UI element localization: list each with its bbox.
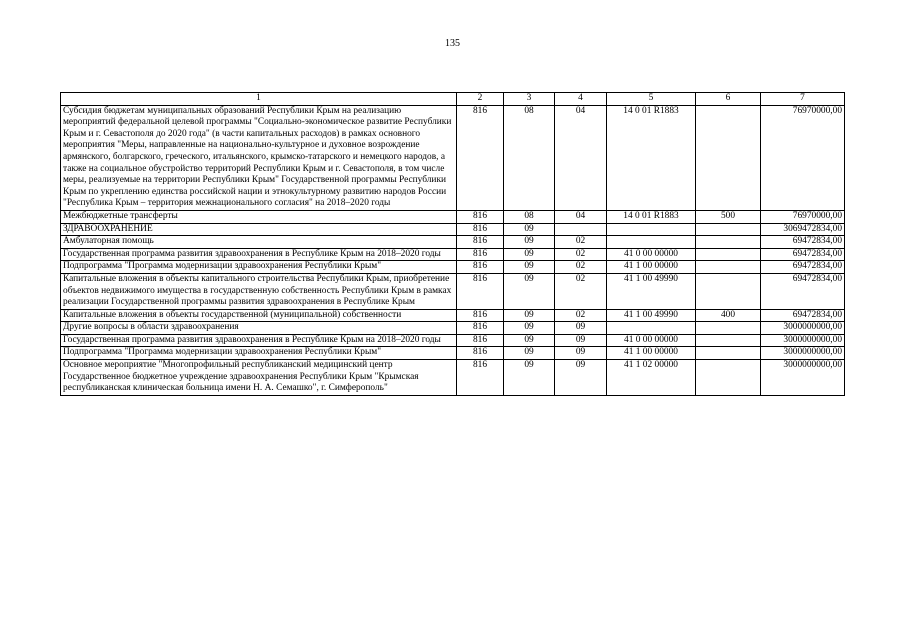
table-row [61, 360, 845, 396]
row-pr: 09 [555, 360, 607, 396]
row-amount: 3069472834,00 [761, 223, 845, 236]
row-vr: 500 [696, 210, 761, 223]
row-ved: 816 [457, 248, 504, 261]
column-header-4: 4 [555, 93, 607, 106]
row-name: Подпрограмма "Программа модернизации здравоохранения Республики Крым" [61, 347, 457, 360]
row-csr: 41 1 00 49990 [607, 273, 696, 309]
table-row [61, 309, 845, 322]
table-row [61, 105, 845, 210]
row-ved: 816 [457, 236, 504, 249]
row-pr: 04 [555, 210, 607, 223]
row-name: Капитальные вложения в объекты государственной (муниципальной) собственности [61, 309, 457, 322]
table-row [61, 334, 845, 347]
row-pr: 02 [555, 261, 607, 274]
row-vr [696, 236, 761, 249]
row-amount: 69472834,00 [761, 248, 845, 261]
row-csr: 14 0 01 R1883 [607, 210, 696, 223]
table-row [61, 261, 845, 274]
table-row [61, 223, 845, 236]
page-number: 135 [445, 38, 460, 49]
row-amount: 3000000000,00 [761, 334, 845, 347]
row-pr: 09 [555, 347, 607, 360]
row-amount: 3000000000,00 [761, 322, 845, 335]
row-csr: 41 1 00 00000 [607, 261, 696, 274]
table-row [61, 210, 845, 223]
row-pr: 02 [555, 236, 607, 249]
row-rz: 09 [504, 334, 555, 347]
row-ved: 816 [457, 105, 504, 210]
row-pr: 09 [555, 334, 607, 347]
row-rz: 09 [504, 261, 555, 274]
row-csr [607, 322, 696, 335]
column-header-2: 2 [457, 93, 504, 106]
row-vr [696, 248, 761, 261]
row-vr [696, 105, 761, 210]
row-csr: 41 0 00 00000 [607, 334, 696, 347]
row-pr: 09 [555, 322, 607, 335]
table-row [61, 347, 845, 360]
row-name: Субсидия бюджетам муниципальных образований Республики Крым на реализацию мероприятий федеральной целевой программы "Социально-экономическое развитие Республики Крым и г. Севастополя до 2020 года" (в части капитальных расходов) в рамках основного мероприятия "Меры, направленные на национально-культурное и духовное возрождение армянского, болгарского, греческого, итальянского, крымско-татарского и немецкого народов, а также на социальное обустройство территорий Республики Крым и г. Севастополя, в том числе меры, реализуемые на территории Республики Крым" Государственной программы Республики Крым по укреплению единства российской нации и этнокультурному развитию народов России "Республика Крым – территория межнационального согласия" на 2018–2020 годы [61, 105, 457, 210]
row-csr [607, 236, 696, 249]
row-amount: 69472834,00 [761, 261, 845, 274]
row-name: Межбюджетные трансферты [61, 210, 457, 223]
row-ved: 816 [457, 261, 504, 274]
row-csr [607, 223, 696, 236]
row-pr: 02 [555, 273, 607, 309]
row-csr: 41 1 00 00000 [607, 347, 696, 360]
row-amount: 3000000000,00 [761, 360, 845, 396]
row-amount: 3000000000,00 [761, 347, 845, 360]
row-name: Основное мероприятие "Многопрофильный республиканский медицинский центр Государственное бюджетное учреждение здравоохранения Республики Крым "Крымская республиканская клиническая больница имени Н. А. Семашко", г. Симферополь" [61, 360, 457, 396]
row-vr [696, 360, 761, 396]
row-csr: 41 1 02 00000 [607, 360, 696, 396]
row-vr [696, 223, 761, 236]
table-row [61, 236, 845, 249]
row-name: Капитальные вложения в объекты капитального строительства Республики Крым, приобретение объектов недвижимого имущества в государственную собственность Республики Крым в рамках реализации Государственной программы развития здравоохранения в Республике Крым [61, 273, 457, 309]
row-ved: 816 [457, 322, 504, 335]
row-rz: 08 [504, 105, 555, 210]
row-ved: 816 [457, 334, 504, 347]
row-pr [555, 223, 607, 236]
row-amount: 69472834,00 [761, 236, 845, 249]
row-name: Государственная программа развития здравоохранения в Республике Крым на 2018–2020 годы [61, 334, 457, 347]
row-ved: 816 [457, 273, 504, 309]
column-header-7: 7 [761, 93, 845, 106]
row-rz: 08 [504, 210, 555, 223]
row-rz: 09 [504, 273, 555, 309]
row-rz: 09 [504, 360, 555, 396]
row-pr: 04 [555, 105, 607, 210]
column-header-3: 3 [504, 93, 555, 106]
row-rz: 09 [504, 347, 555, 360]
table-row [61, 273, 845, 309]
row-rz: 09 [504, 322, 555, 335]
row-ved: 816 [457, 309, 504, 322]
row-vr [696, 273, 761, 309]
column-header-5: 5 [607, 93, 696, 106]
row-vr [696, 261, 761, 274]
row-name: Подпрограмма "Программа модернизации здравоохранения Республики Крым" [61, 261, 457, 274]
row-csr: 41 0 00 00000 [607, 248, 696, 261]
row-ved: 816 [457, 223, 504, 236]
row-ved: 816 [457, 210, 504, 223]
row-rz: 09 [504, 223, 555, 236]
row-csr: 14 0 01 R1883 [607, 105, 696, 210]
column-header-6: 6 [696, 93, 761, 106]
row-amount: 69472834,00 [761, 309, 845, 322]
row-name: Амбулаторная помощь [61, 236, 457, 249]
row-ved: 816 [457, 360, 504, 396]
row-amount: 76970000,00 [761, 105, 845, 210]
row-pr: 02 [555, 309, 607, 322]
row-name: Другие вопросы в области здравоохранения [61, 322, 457, 335]
table-row [61, 322, 845, 335]
row-csr: 41 1 00 49990 [607, 309, 696, 322]
row-vr: 400 [696, 309, 761, 322]
row-amount: 76970000,00 [761, 210, 845, 223]
row-vr [696, 322, 761, 335]
budget-table [60, 92, 845, 396]
row-rz: 09 [504, 309, 555, 322]
row-rz: 09 [504, 236, 555, 249]
header-row [61, 93, 845, 106]
row-name: ЗДРАВООХРАНЕНИЕ [61, 223, 457, 236]
row-name: Государственная программа развития здравоохранения в Республике Крым на 2018–2020 годы [61, 248, 457, 261]
row-pr: 02 [555, 248, 607, 261]
column-header-1: 1 [61, 93, 457, 106]
row-vr [696, 334, 761, 347]
row-ved: 816 [457, 347, 504, 360]
row-vr [696, 347, 761, 360]
row-amount: 69472834,00 [761, 273, 845, 309]
row-rz: 09 [504, 248, 555, 261]
table-row [61, 248, 845, 261]
